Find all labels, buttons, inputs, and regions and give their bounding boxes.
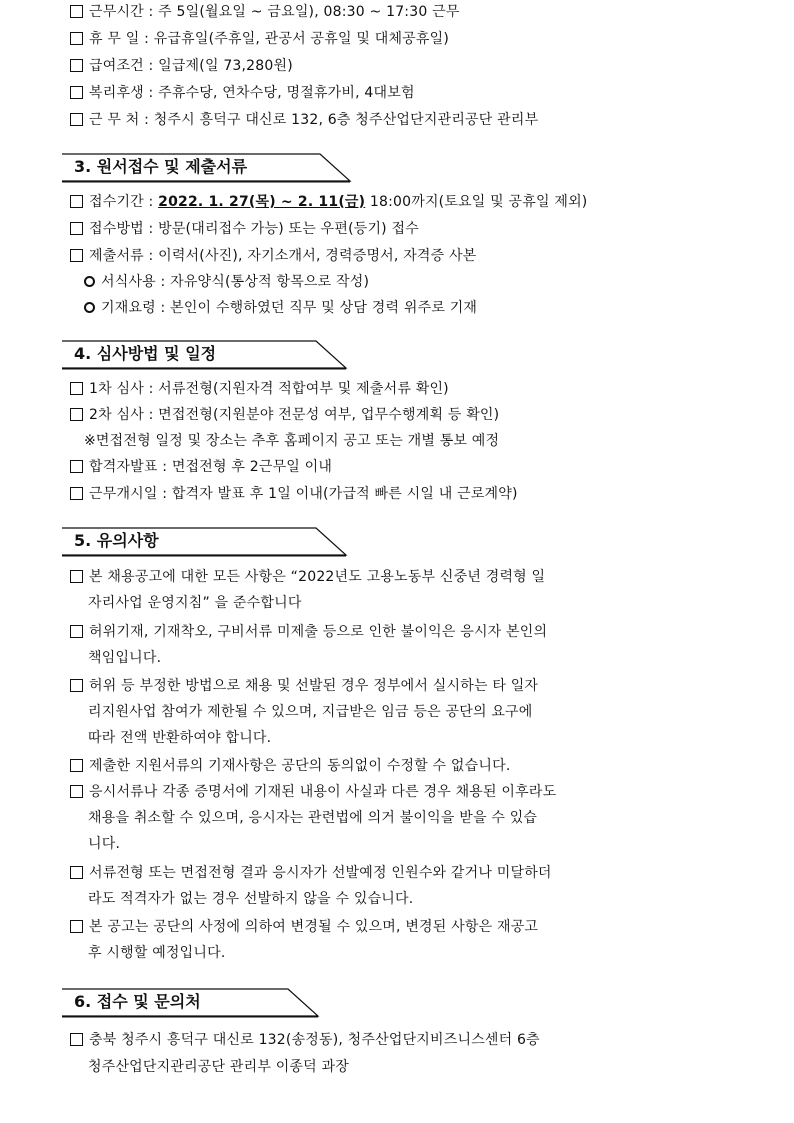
checkbox-icon — [70, 5, 83, 18]
checkbox-icon — [70, 679, 83, 692]
item-text: 채용을 취소할 수 있으며, 응시자는 관련법에 의거 불이익을 받을 수 있습 — [88, 810, 538, 826]
list-item — [70, 677, 538, 695]
checkbox-icon — [70, 59, 83, 72]
item-text: 기재요령 : 본인이 수행하였던 직무 및 상담 경력 위주로 기재 — [101, 300, 478, 316]
checkbox-icon — [70, 113, 83, 126]
item-continuation — [88, 1058, 349, 1076]
checkbox-icon — [70, 920, 83, 933]
item-text: 응시서류나 각종 증명서에 기재된 내용이 사실과 다른 경우 채용된 이후라도 — [89, 784, 557, 800]
checkbox-icon — [70, 408, 83, 421]
item-text: 급여조건 : 일급제(일 73,280원) — [89, 58, 293, 74]
item-text: 접수방법 : 방문(대리접수 가능) 또는 우편(등기) 접수 — [89, 221, 419, 237]
checkbox-icon — [70, 32, 83, 45]
checkbox-icon — [70, 1033, 83, 1046]
circle-bullet-icon — [84, 276, 95, 287]
checkbox-icon — [70, 222, 83, 235]
section-title: 3. 원서접수 및 제출서류 — [74, 157, 248, 176]
list-item — [70, 193, 587, 211]
list-item — [70, 57, 293, 75]
item-text: 허위기재, 기재착오, 구비서류 미제출 등으로 인한 불이익은 응시자 본인의 — [89, 624, 548, 640]
section-heading-5 — [62, 527, 352, 555]
item-continuation — [88, 809, 537, 827]
checkbox-icon — [70, 382, 83, 395]
list-item — [70, 84, 415, 102]
item-text: 접수기간 : — [89, 194, 159, 210]
list-item — [70, 864, 552, 882]
item-text: 책임입니다. — [88, 650, 162, 666]
list-item — [70, 918, 538, 936]
item-text: 근무개시일 : 합격자 발표 후 1일 이내(가급적 빠른 시일 내 근로계약) — [89, 486, 518, 502]
item-text: 18:00까지(토요일 및 공휴일 제외) — [365, 194, 588, 210]
item-text: 허위 등 부정한 방법으로 채용 및 선발된 경우 정부에서 실시하는 타 일자 — [89, 678, 539, 694]
item-continuation — [88, 944, 225, 962]
item-text: 근 무 처 : 청주시 흥덕구 대신로 132, 6층 청주산업단지관리공단 관리부 — [89, 112, 539, 128]
section-heading-6 — [62, 988, 352, 1016]
list-item — [70, 568, 545, 586]
checkbox-icon — [70, 487, 83, 500]
item-continuation — [88, 649, 161, 667]
list-item — [70, 406, 499, 424]
item-continuation — [88, 835, 120, 853]
list-item — [70, 111, 538, 129]
item-text: 서식사용 : 자유양식(통상적 항목으로 작성) — [101, 274, 370, 290]
section-title: 5. 유의사항 — [74, 531, 159, 550]
checkbox-icon — [70, 460, 83, 473]
item-text: 제출한 지원서류의 기재사항은 공단의 동의없이 수정할 수 없습니다. — [89, 758, 511, 774]
item-text: 충북 청주시 흥덕구 대신로 132(송정동), 청주산업단지비즈니스센터 6층 — [89, 1032, 540, 1048]
list-item — [70, 1031, 540, 1049]
list-item — [70, 247, 476, 265]
checkbox-icon — [70, 866, 83, 879]
note-text: ※면접전형 일정 및 장소는 추후 홈페이지 공고 또는 개별 통보 예정 — [84, 433, 500, 449]
item-text: 리지원사업 참여가 제한될 수 있으며, 지급받은 임금 등은 공단의 요구에 — [88, 704, 533, 720]
section-title: 6. 접수 및 문의처 — [74, 992, 201, 1011]
item-text: 본 채용공고에 대한 모든 사항은 “2022년도 고용노동부 신중년 경력형 일 — [89, 569, 546, 585]
list-item — [70, 757, 510, 775]
note — [84, 432, 499, 450]
item-text: 합격자발표 : 면접전형 후 2근무일 이내 — [89, 459, 333, 475]
checkbox-icon — [70, 759, 83, 772]
item-continuation — [88, 594, 302, 612]
item-continuation — [88, 890, 413, 908]
item-text: 근무시간 : 주 5일(월요일 ~ 금요일), 08:30 ~ 17:30 근무 — [89, 4, 460, 20]
item-text: 라도 적격자가 없는 경우 선발하지 않을 수 있습니다. — [88, 891, 414, 907]
checkbox-icon — [70, 785, 83, 798]
section-heading-3 — [62, 153, 352, 181]
item-text: 후 시행할 예정입니다. — [88, 945, 226, 961]
list-item — [70, 30, 449, 48]
period-date: 2022. 1. 27(목) ~ 2. 11(금) — [158, 194, 366, 210]
list-item — [70, 623, 547, 641]
item-text: 자리사업 운영지침” 을 준수합니다 — [88, 595, 302, 611]
sub-item — [84, 273, 369, 291]
section-title: 4. 심사방법 및 일정 — [74, 344, 217, 363]
checkbox-icon — [70, 195, 83, 208]
item-text: 니다. — [88, 836, 121, 852]
checkbox-icon — [70, 570, 83, 583]
item-continuation — [88, 729, 271, 747]
item-text: 청주산업단지관리공단 관리부 이종덕 과장 — [88, 1059, 349, 1075]
item-text: 본 공고는 공단의 사정에 의하여 변경될 수 있으며, 변경된 사항은 재공고 — [89, 919, 539, 935]
list-item — [70, 220, 419, 238]
list-item — [70, 380, 449, 398]
circle-bullet-icon — [84, 302, 95, 313]
section-heading-4 — [62, 340, 352, 368]
item-text: 2차 심사 : 면접전형(지원분야 전문성 여부, 업무수행계획 등 확인) — [89, 407, 500, 423]
item-text: 1차 심사 : 서류전형(지원자격 적합여부 및 제출서류 확인) — [89, 381, 449, 397]
checkbox-icon — [70, 86, 83, 99]
item-text: 서류전형 또는 면접전형 결과 응시자가 선발예정 인원수와 같거나 미달하더 — [89, 865, 552, 881]
item-text: 따라 전액 반환하여야 합니다. — [88, 730, 272, 746]
list-item — [70, 783, 556, 801]
list-item — [70, 3, 460, 21]
item-continuation — [88, 703, 533, 721]
checkbox-icon — [70, 625, 83, 638]
checkbox-icon — [70, 249, 83, 262]
list-item — [70, 458, 332, 476]
item-text: 제출서류 : 이력서(사진), 자기소개서, 경력증명서, 자격증 사본 — [89, 248, 477, 264]
item-text: 복리후생 : 주휴수당, 연차수당, 명절휴가비, 4대보험 — [89, 85, 415, 101]
sub-item — [84, 299, 477, 317]
list-item — [70, 485, 518, 503]
item-text: 휴 무 일 : 유급휴일(주휴일, 관공서 공휴일 및 대체공휴일) — [89, 31, 450, 47]
